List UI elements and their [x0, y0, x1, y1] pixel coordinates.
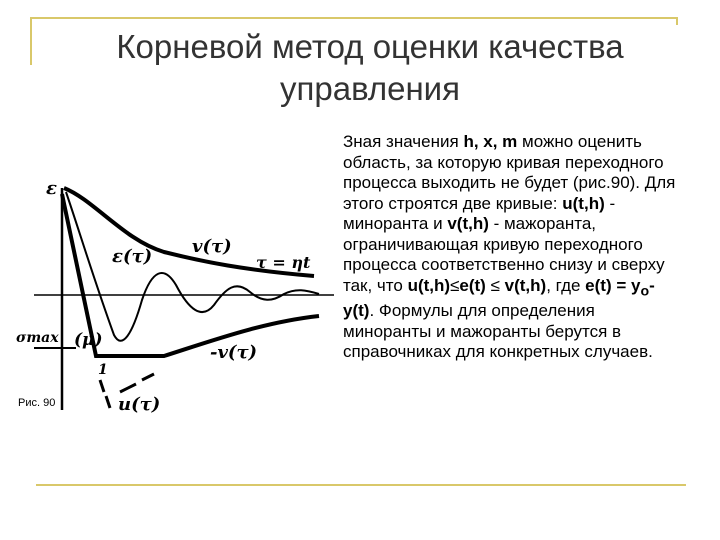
body-part-1: Зная значения [343, 132, 464, 151]
tau-eq-label: τ = ηt [256, 253, 311, 272]
v-tau-label: v(τ) [192, 236, 232, 257]
frame-top-line [30, 17, 678, 19]
body-part-5: - миноранта и [343, 193, 616, 233]
body-part-17: . Формулы для определения миноранты и мажоранты берутся в справочниках для конкретных случаев. [343, 301, 653, 362]
body-part-16: - y(t) [343, 275, 655, 321]
body-part-3: можно оценить область, за которую кривая переходного процесса выходить не будет (рис.90). Для этого строятся две кривые: [343, 132, 676, 213]
body-part-13: , где [546, 275, 586, 295]
u-tau-label: u(τ) [118, 394, 161, 415]
figure-caption: Рис. 90 [18, 397, 56, 409]
body-part-8: u(t,h) [407, 275, 451, 295]
one-label: 1 [98, 362, 108, 378]
body-part-15: o [640, 282, 650, 299]
transient-bounds-figure [14, 170, 344, 430]
body-part-7: - мажоранта, ограничивающая кривую переходного процесса соответственно снизу и сверху так, что [343, 214, 665, 295]
minus-v-tau-label: -v(τ) [210, 342, 258, 363]
body-part-11: ≤ [485, 275, 505, 295]
epsilon-axis-label: ε [46, 178, 57, 199]
title-line-2: управления [280, 70, 460, 107]
body-part-14: e(t) = y [585, 275, 641, 295]
frame-left-line [30, 17, 32, 65]
body-part-9: ≤ [450, 275, 460, 295]
body-part-6: v(t,h) [447, 214, 489, 233]
eps-tau-label: ε(τ) [112, 246, 153, 267]
slide-title [60, 26, 680, 110]
body-part-10: e(t) [459, 275, 486, 295]
frame-right-tick [676, 17, 678, 25]
sigma-max-label: σmax [16, 330, 59, 346]
body-part-12: v(t,h) [504, 275, 547, 295]
body-part-2: h, x, m [463, 132, 518, 151]
title-line-1: Корневой метод оценки качества [116, 28, 624, 65]
body-part-4: u(t,h) [562, 193, 605, 213]
frame-bottom-line [36, 484, 686, 486]
mu-label: (μ) [74, 330, 103, 350]
body-paragraph [343, 132, 683, 363]
